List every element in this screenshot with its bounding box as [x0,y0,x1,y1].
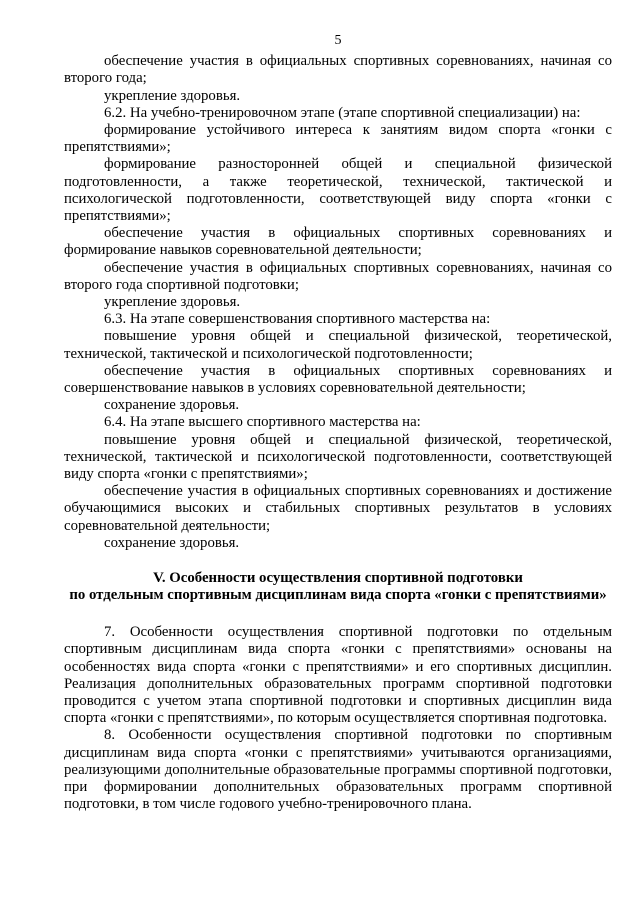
paragraph: сохранение здоровья. [104,534,240,551]
document-page [64,32,612,813]
paragraph-7: 7. Особенности осуществления спортивной подготовки по отдельным спортивным дисциплинам вида спорта «гонки с препятствиями» основаны на особенностях вида спорта «гонки с препятствиями» и его спортивных дисциплин. Реализация дополнительных образовательных программ спортивной подготовки проводится с учетом этапа спортивной подготовки и спортивных дисциплин вида спорта «гонки с препятствиями», по которым осуществляется спортивная подготовка. [64,624,612,727]
section-5-body [64,624,612,813]
paragraph-heading-6-2: 6.2. На учебно-тренировочном этапе (этапе спортивной специализации) на: [104,104,581,121]
paragraph: обеспечение участия в официальных спортивных соревнованиях и совершенствование навыков в условиях соревновательной деятельности; [64,362,612,397]
section-title [64,570,612,604]
paragraph: формирование разносторонней общей и специальной физической подготовленности, а также теоретической, технической, тактической и психологической подготовленности, соответствующей виду спорта «гонки с препятствиями»; [64,156,612,225]
paragraph: формирование устойчивого интереса к занятиям видом спорта «гонки с препятствиями»; [64,122,612,156]
section-title-line-2: по отдельным спортивным дисциплинам вида спорта «гонки с препятствиями» [69,587,607,604]
page-number: 5 [334,33,342,48]
paragraph-heading-6-3: 6.3. На этапе совершенствования спортивного мастерства на: [104,311,491,328]
paragraph-8: 8. Особенности осуществления спортивной подготовки по спортивным дисциплинам вида спорта «гонки с препятствиями» учитываются организациями, реализующими дополнительные образовательные программы спортивной подготовки, при формировании дополнительных образовательных программ спортивной подготовки, в том числе годового учебно-тренировочного плана. [64,727,612,813]
paragraph-continuation: обеспечение участия в официальных спортивных соревнованиях, начиная со второго года; [64,53,612,87]
paragraph: сохранение здоровья. [104,397,240,414]
paragraph: обеспечение участия в официальных спортивных соревнованиях и формирование навыков соревновательной деятельности; [64,225,612,259]
paragraph: обеспечение участия в официальных спортивных соревнованиях, начиная со второго года спортивной подготовки; [64,259,612,293]
paragraph: повышение уровня общей и специальной физической, теоретической, технической, тактической и психологической подготовленности; [64,328,612,362]
paragraph: повышение уровня общей и специальной физической, теоретической, технической, тактической и психологической подготовленности, соответствующей виду спорта «гонки с препятствиями»; [64,431,612,483]
paragraph: укрепление здоровья. [104,87,241,104]
paragraph-heading-6-4: 6.4. На этапе высшего спортивного мастерства на: [104,414,421,431]
paragraph: укрепление здоровья. [104,294,241,311]
paragraph: обеспечение участия в официальных спортивных соревнованиях и достижение обучающимися высоких и стабильных спортивных результатов в условиях соревновательной деятельности; [64,483,612,534]
section-title-line-1: V. Особенности осуществления спортивной подготовки [153,570,523,587]
section-6-goals [64,53,612,552]
